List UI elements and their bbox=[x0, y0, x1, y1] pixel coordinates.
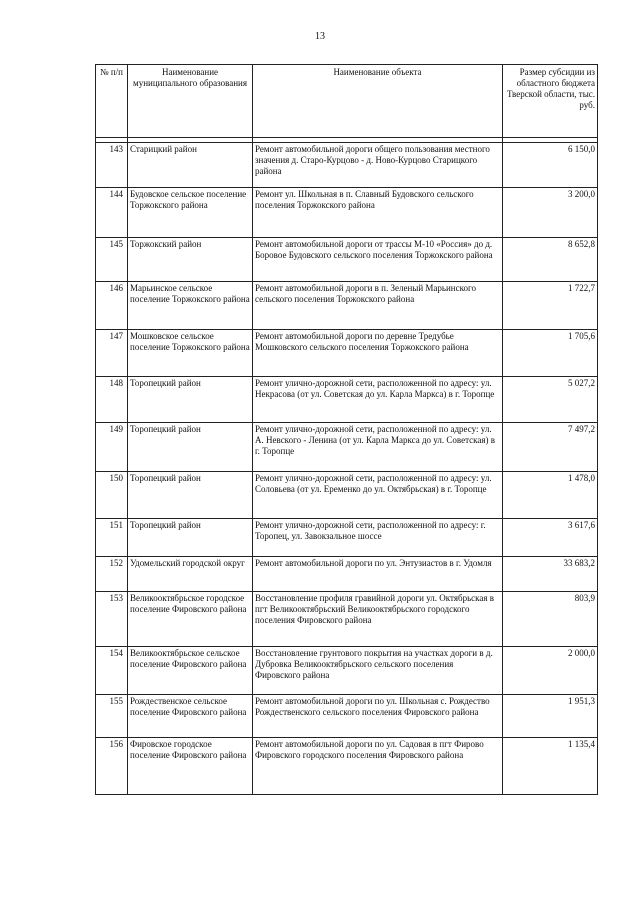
table-row bbox=[96, 238, 598, 282]
row-subsidy: 1 705,6 bbox=[503, 330, 598, 377]
table-row bbox=[96, 557, 598, 592]
row-subsidy: 1 722,7 bbox=[503, 282, 598, 330]
table-row bbox=[96, 423, 598, 472]
page-number: 13 bbox=[315, 31, 325, 42]
row-subsidy: 8 652,8 bbox=[503, 238, 598, 282]
row-num: 152 bbox=[96, 557, 128, 592]
header-num: № п/п bbox=[96, 65, 128, 138]
table-row bbox=[96, 695, 598, 738]
row-object: Ремонт автомобильной дороги по ул. Садовая в пгт Фирово Фировского городского поселения Фировского района bbox=[253, 738, 503, 795]
row-municipality: Рождественское сельское поселение Фировского района bbox=[128, 695, 253, 738]
row-num: 146 bbox=[96, 282, 128, 330]
row-municipality: Торопецкий район bbox=[128, 423, 253, 472]
row-municipality: Торопецкий район bbox=[128, 377, 253, 423]
row-object: Ремонт улично-дорожной сети, расположенной по адресу: ул. А. Невского - Ленина (от ул. Карла Маркса до ул. Советская) в г. Торопце bbox=[253, 423, 503, 472]
row-municipality: Фировское городское поселение Фировского района bbox=[128, 738, 253, 795]
row-municipality: Великооктябрьское сельское поселение Фировского района bbox=[128, 647, 253, 695]
row-num: 153 bbox=[96, 592, 128, 647]
header-object: Наименование объекта bbox=[253, 65, 503, 138]
row-municipality: Великооктябрьское городское поселение Фировского района bbox=[128, 592, 253, 647]
row-municipality: Торжокский район bbox=[128, 238, 253, 282]
table-row bbox=[96, 188, 598, 238]
row-object: Ремонт улично-дорожной сети, расположенной по адресу: ул. Некрасова (от ул. Советская до ул. Карла Маркса) в г. Торопце bbox=[253, 377, 503, 423]
table-row bbox=[96, 738, 598, 795]
table-body bbox=[96, 143, 598, 795]
table-row bbox=[96, 519, 598, 557]
row-subsidy: 1 951,3 bbox=[503, 695, 598, 738]
table-header-row bbox=[96, 65, 598, 138]
row-municipality: Старицкий район bbox=[128, 143, 253, 188]
row-num: 155 bbox=[96, 695, 128, 738]
row-object: Ремонт улично-дорожной сети, расположенной по адресу: ул. Соловьева (от ул. Еременко до ул. Октябрьская) в г. Торопце bbox=[253, 472, 503, 519]
row-object: Ремонт автомобильной дороги общего пользования местного значения д. Старо-Курцово - д. Ново-Курцово Старицкого района bbox=[253, 143, 503, 188]
row-object: Ремонт автомобильной дороги по ул. Школьная с. Рождество Рождественского сельского поселения Фировского района bbox=[253, 695, 503, 738]
row-num: 145 bbox=[96, 238, 128, 282]
row-num: 148 bbox=[96, 377, 128, 423]
row-object: Ремонт ул. Школьная в п. Славный Будовского сельского поселения Торжокского района bbox=[253, 188, 503, 238]
row-object: Ремонт автомобильной дороги по ул. Энтузиастов в г. Удомля bbox=[253, 557, 503, 592]
table-row bbox=[96, 377, 598, 423]
row-subsidy: 3 200,0 bbox=[503, 188, 598, 238]
table-row bbox=[96, 647, 598, 695]
table-row bbox=[96, 592, 598, 647]
row-subsidy: 6 150,0 bbox=[503, 143, 598, 188]
row-num: 156 bbox=[96, 738, 128, 795]
row-subsidy: 3 617,6 bbox=[503, 519, 598, 557]
row-municipality: Марьинское сельское поселение Торжокского района bbox=[128, 282, 253, 330]
row-subsidy: 803,9 bbox=[503, 592, 598, 647]
table-row bbox=[96, 330, 598, 377]
row-municipality: Торопецкий район bbox=[128, 472, 253, 519]
row-num: 143 bbox=[96, 143, 128, 188]
row-municipality: Торопецкий район bbox=[128, 519, 253, 557]
row-object: Восстановление профиля гравийной дороги ул. Октябрьская в пгт Великооктябрьский Великооктябрьского городского поселения Фировского района bbox=[253, 592, 503, 647]
row-subsidy: 33 683,2 bbox=[503, 557, 598, 592]
row-municipality: Удомельский городской округ bbox=[128, 557, 253, 592]
row-municipality: Будовское сельское поселение Торжокского района bbox=[128, 188, 253, 238]
header-subsidy: Размер субсидии из областного бюджета Тверской области, тыс. руб. bbox=[503, 65, 598, 138]
row-subsidy: 2 000,0 bbox=[503, 647, 598, 695]
row-object: Ремонт улично-дорожной сети, расположенной по адресу: г. Торопец, ул. Завокзальное шоссе bbox=[253, 519, 503, 557]
row-subsidy: 5 027,2 bbox=[503, 377, 598, 423]
row-object: Ремонт автомобильной дороги в п. Зеленый Марьинского сельского поселения Торжокского района bbox=[253, 282, 503, 330]
table-row bbox=[96, 143, 598, 188]
row-num: 154 bbox=[96, 647, 128, 695]
table-row bbox=[96, 282, 598, 330]
row-object: Восстановление грунтового покрытия на участках дороги в д. Дубровка Великооктябрьского сельского поселения Фировского района bbox=[253, 647, 503, 695]
row-num: 150 bbox=[96, 472, 128, 519]
row-municipality: Мошковское сельское поселение Торжокского района bbox=[128, 330, 253, 377]
row-subsidy: 1 478,0 bbox=[503, 472, 598, 519]
row-subsidy: 7 497,2 bbox=[503, 423, 598, 472]
row-object: Ремонт автомобильной дороги от трассы М-10 «Россия» до д. Боровое Будовского сельского поселения Торжокского района bbox=[253, 238, 503, 282]
row-num: 151 bbox=[96, 519, 128, 557]
subsidy-table bbox=[95, 64, 598, 795]
row-num: 147 bbox=[96, 330, 128, 377]
table-row bbox=[96, 472, 598, 519]
row-subsidy: 1 135,4 bbox=[503, 738, 598, 795]
row-num: 149 bbox=[96, 423, 128, 472]
row-num: 144 bbox=[96, 188, 128, 238]
row-object: Ремонт автомобильной дороги по деревне Тредубье Мошковского сельского поселения Торжокского района bbox=[253, 330, 503, 377]
header-municipality: Наименование муниципального образования bbox=[128, 65, 253, 138]
